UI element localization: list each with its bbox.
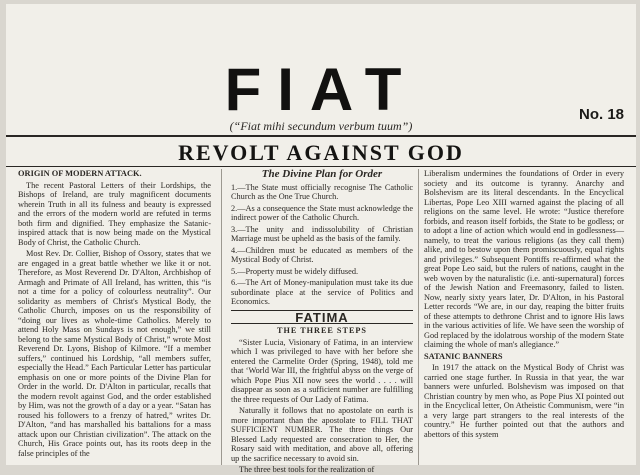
column-1-paragraph: The recent Pastoral Letters of their Lordships, the Bishops of Ireland, are truly magnificent documents wherein Truth in all its fulness and beauty is expressed and the errors of the modern world are refuted in terms both firm and dignified. They emphasize the Satanic-inspired attack that is now being made on the Mystical Body of Christ, the Catholic Church. xyxy=(18,180,211,247)
divine-plan-item: 6.—The Art of Money-manipulation must take its due subordinate place at the service of Politics and Economics. xyxy=(231,278,413,306)
column-1 xyxy=(18,169,211,465)
fatima-paragraph: “Sister Lucia, Visionary of Fatima, in an interview which I was privileged to have with her before she entered the Carmelite Order (Spring, 1948), told me that ‘World War III, the frightful abyss on the verge of which Pope Pius XII now sees the world . . . . will disappear as soon as a sufficient number are fulfilling the three requests of Our Lady of Fatima. xyxy=(231,337,413,404)
column-divider xyxy=(418,169,419,465)
fatima-heading-box xyxy=(231,310,413,325)
column-3-paragraph: In 1917 the attack on the Mystical Body of Christ was carried one stage further. In Russia in that year, the war banners were unfurled. Bolshevism was imposed on that Christian country by men who, as Pope Pius XI pointed out in the Encyclical letter, On Atheistic Communism, were “in a very large part strangers to the real interests of the country.” He further pointed out that the authors and abettors of this system xyxy=(424,363,624,439)
divine-plan-item: 4.—Children must be educated as members of the Mystical Body of Christ. xyxy=(231,245,413,264)
divine-plan-item: 3.—The unity and indissolubility of Christian Marriage must be upheld as the basis of the family. xyxy=(231,224,413,243)
column-1-heading: ORIGIN OF MODERN ATTACK. xyxy=(18,169,142,178)
divine-plan-item: 5.—Property must be widely diffused. xyxy=(231,266,359,276)
column-3-paragraph: Liberalism undermines the foundations of Order in every society and its outcome is tyranny. Anarchy and Bolshevism are its literal descendants. In the Encyclical Libertas, Pope Leo XIII warned against the placing of all religions on the same level. He wrote: “Justice therefore forbids, and reason itself forbids, the State to be godless; or to adopt a line of action which would end in godlessness—namely, to treat the various religions (as they call them) alike, and to bestow upon them promiscuously, equal rights and privileges.” Subsequent Pontiffs re-affirmed what the great Pope Leo said, but the rulers of nations, caught in the web woven by the naturalistic (i.e. anti-supernatural) forces of the Jewish Nation and Freemasonry, failed to listen. Now, nearly sixty years later, Dr. D'Alton, in his Pastoral Letter records “We are, in our day, reaping the bitter fruits of these attempts to dethrone Christ and to ignore His laws in the various activities of life. We have seen the worship of God replaced by the idolatrous worship of the modern State claiming the whole of man's allegiance.” xyxy=(424,169,624,349)
divine-plan-item: 2.—As a consequence the State must acknowledge the indirect power of the Catholic Church. xyxy=(231,203,413,222)
column-2 xyxy=(231,168,413,474)
fatima-title: FATIMA xyxy=(295,309,349,325)
divine-plan-title: The Divine Plan for Order xyxy=(261,168,383,180)
column-3-heading: SATANIC BANNERS xyxy=(424,351,503,361)
fatima-paragraph: Naturally it follows that no apostolate on earth is more important than the apostolate to FILL THAT SUFFICIENT NUMBER. The three things Our Blessed Lady requested are consecration to Her, the Rosary said with meditation, and above all, offering up the sacrifice necessary to avoid sin. xyxy=(231,406,413,463)
newspaper-page xyxy=(6,4,636,474)
issue-number: No. 18 xyxy=(578,106,624,123)
column-divider xyxy=(221,169,222,465)
fatima-subtitle: THE THREE STEPS xyxy=(277,326,367,335)
headline-rule xyxy=(6,166,636,167)
fatima-paragraph: The three best tools for the realization of xyxy=(239,465,375,474)
masthead-title: FIAT xyxy=(224,56,418,123)
column-3 xyxy=(424,169,624,465)
masthead-motto: (“Fiat mihi secundum verbum tuum”) xyxy=(229,119,413,133)
masthead-rule xyxy=(6,135,636,137)
headline: REVOLT AGAINST GOD xyxy=(178,140,464,165)
divine-plan-item: 1.—The State must officially recognise The Catholic Church as the One True Church. xyxy=(231,182,413,201)
column-1-paragraph: Most Rev. Dr. Collier, Bishop of Ossory, states that we are engaged in a great battle whether we like it or not. Therefore, as Most Reverend Dr. D'Alton, Archbishop of Armagh and Primate of All Ireland, has written, this “is not a time for a policy of colourless neutrality”. Our solidarity as members of Christ's Mystical Body, the Catholic Church, imposes on us the responsibility of “doing our lives as whole-time Catholics. Merely to attend Holy Mass on Sundays is not enough,” we still belong to the same Mystical Body of Christ,” wrote Most Reverend Dr. Lyons, Bishop of Kilmore. “If a member suffers,” continued his Lordship, “all members suffer, especially the Head.” Each Particular Letter has particular emphasis on one or more points of the Divine Plan for Order in the world. Dr. D'Alton in particular, recalls that the modern revolt against God, and the order established by Him, was not the growth of a day or a year. “Satan has roused his followers to a frenzy of hatred,” writes Dr. D'Alton, “and has marshalled his battalions for a mass attack upon our Christian civilization”. The attack on the Church, His Grace points out, has its roots deep in the false principles of the xyxy=(18,249,211,458)
